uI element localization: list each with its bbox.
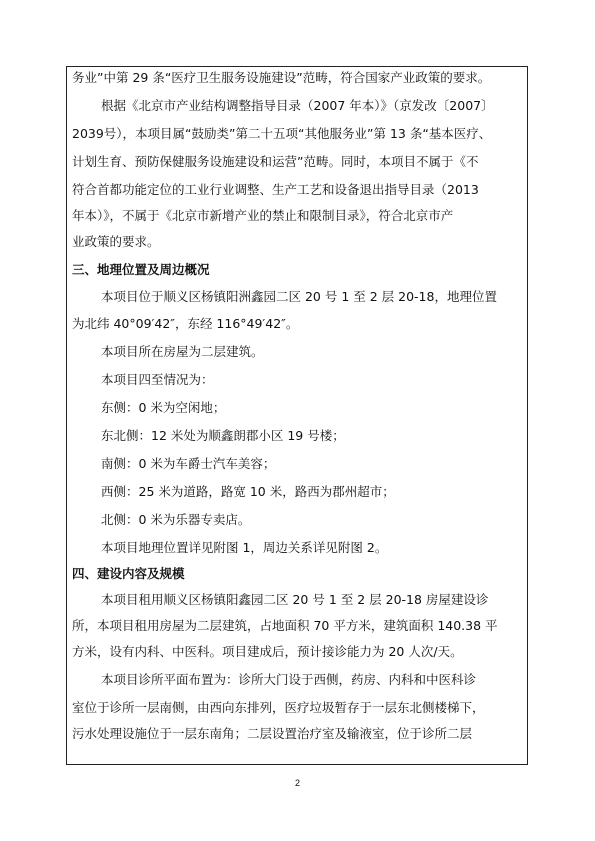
text-line: 方米，设有内科、中医科。项目建成后，预计接诊能力为 20 人次/天。 [72, 644, 463, 659]
text-line: 符合首都功能定位的工业行业调整、生产工艺和设备退出指导目录（2013 [72, 182, 479, 197]
text-line: 东侧：0 米为空闲地； [101, 400, 226, 415]
text-line: 本项目四至情况为： [101, 372, 214, 387]
page-number: 2 [294, 778, 300, 788]
text-line: 2039号），本项目属“鼓励类”第二十五项“其他服务业”第 13 条“基本医疗、 [72, 126, 492, 141]
text-line: 东北侧：12 米处为顺鑫朗郡小区 19 号楼； [101, 428, 345, 443]
text-line: 计划生育、预防保健服务设施建设和运营”范畴。同时，本项目不属于《不 [72, 154, 479, 169]
text-line: 年本）》，不属于《北京市新增产业的禁止和限制目录》，符合北京市产 [72, 208, 454, 223]
text-line: 为北纬 40°09′42″，东经 116°49′42″。 [72, 316, 299, 331]
text-line: 根据《北京市产业结构调整指导目录（2007 年本）》（京发改〔2007〕 [101, 98, 494, 113]
text-line: 本项目所在房屋为二层建筑。 [101, 344, 264, 359]
text-line: 务业”中第 29 条“医疗卫生服务设施建设”范畴，符合国家产业政策的要求。 [72, 70, 491, 85]
text-line: 所，本项目租用房屋为二层建筑，占地面积 70 平方米，建筑面积 140.38 平 [72, 618, 498, 633]
text-line: 西侧：25 米为道路，路宽 10 米，路西为郡州超市； [101, 484, 395, 499]
section-heading: 三、地理位置及周边概况 [72, 262, 210, 277]
text-line: 本项目位于顺义区杨镇阳洲鑫园二区 20 号 1 至 2 层 20-18，地理位置 [101, 289, 497, 304]
text-line: 本项目地理位置详见附图 1，周边关系详见附图 2。 [101, 540, 388, 555]
text-line: 业政策的要求。 [72, 234, 160, 249]
text-line: 北侧：0 米为乐器专卖店。 [101, 512, 251, 527]
text-line: 南侧：0 米为车爵士汽车美容； [101, 456, 276, 471]
text-line: 污水处理设施位于一层东南角；二层设置治疗室及输液室，位于诊所二层 [72, 726, 473, 741]
section-heading: 四、建设内容及规模 [72, 566, 185, 581]
text-line: 本项目诊所平面布置为：诊所大门设于西侧，药房、内科和中医科诊 [101, 672, 477, 687]
text-line: 本项目租用顺义区杨镇阳鑫园二区 20 号 1 至 2 层 20-18 房屋建设诊 [101, 592, 489, 607]
text-line: 室位于诊所一层南侧，由西向东排列，医疗垃圾暂存于一层东北侧楼梯下， [72, 700, 485, 715]
